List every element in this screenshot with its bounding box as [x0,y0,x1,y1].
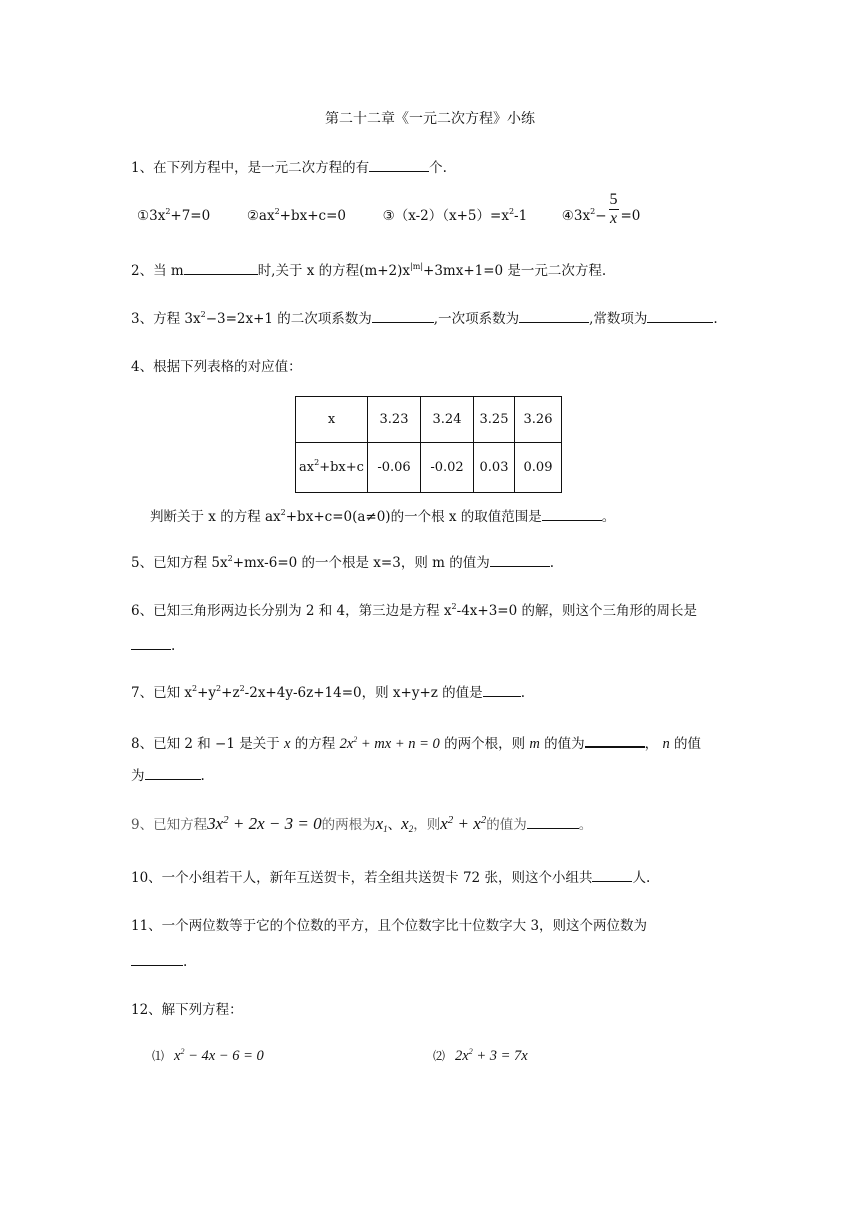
question-12: 12、解下列方程： [131,1002,243,1018]
question-7: 7、已知 $x^2+y^2+z^2-2x+4y-6z+14=0$，则 x+y+z 的值是 . [131,684,525,701]
question-3: 3、方程 $3x^2-3=2x+1$ 的二次项系数为 ,一次项系数为 ,常数项为 . [131,310,718,327]
answer-blank [490,553,550,567]
table-row: x 3.23 3.24 3.25 3.26 [296,397,562,443]
question-6: 6、已知三角形两边长分别为 2 和 4，第三边是方程 $x^2-4x+3=0$ 的解，则这个三角形的周长是 [131,602,697,619]
answer-blank [542,507,602,521]
question-5: 5、已知方程 $5x^2+mx-6=0$ 的一个根是 x=3，则 m 的值为 . [131,554,555,571]
answer-blank [184,261,258,275]
answer-blank [131,952,183,966]
answer-blank [369,158,429,172]
equation: $x^2 - 4x - 6 = 0$ [174,1047,264,1064]
question-8-cont: 为 . [131,768,205,784]
answer-blank [527,815,579,829]
question-1-options [137,191,641,228]
option-2: $②ax^2+bx+c=0$ [246,207,347,224]
question-6-cont: . [131,636,175,655]
answer-blank [145,766,201,780]
question-10: 10、一个小组若干人，新年互送贺卡，若全组共送贺卡 72 张，则这个小组共 人. [131,870,651,886]
equation: $2x^2$ + mx + n = 0 [339,735,440,752]
value-table [295,396,562,493]
question-4: 4、根据下列表格的对应值： [131,359,302,375]
root-x1: $x_1$ [375,814,388,834]
answer-blank [131,636,171,650]
option-1: $①3x^2+7=0$ [137,207,211,224]
answer-blank [592,868,632,882]
equation: $2x^2 + 3 = 7x$ [455,1047,528,1064]
problem-2: ⑵ $2x^2 + 3 = 7x$ [433,1047,528,1064]
question-2: 2、当 m 时,关于 x 的方程$(m+2)x^{|m|}+3mx+1=0$ 是一元二次方程. [131,262,607,279]
answer-blank [519,309,589,323]
problem-1: ⑴ $x^2 - 4x - 6 = 0$ [152,1047,264,1064]
question-11-cont: . [131,952,187,971]
answer-blank [585,733,645,748]
equation: $3x^2 + 2x - 3 = 0$ [207,814,322,833]
option-3: $③(x-2)(x+5)=x^2-1$ [382,207,528,224]
table-cell: $ax^2+bx+c$ [296,443,368,493]
sum-of-squares: $x^2 + x^2$ [440,814,487,833]
table-row: $ax^2+bx+c$ -0.06 -0.02 0.03 0.09 [296,443,562,493]
question-8: 8、已知 2 和 −1 是关于 x 的方程 $2x^2$ + mx + n = 0 的两个根，则 m 的值为 ， n 的值 [131,735,701,752]
question-11: 11、一个两位数等于它的个位数的平方，且个位数字比十位数字大 3，则这个两位数为 [131,918,648,934]
question-1: 1、在下列方程中，是一元二次方程的有 个. [131,160,447,176]
question-4-judge: 判断关于 x 的方程 $ax^2+bx+c=0(a\ne 0)$的一个根 x 的取值范围是 。 [150,508,616,525]
question-9: 9、已知方程$3x^2 + 2x - 3 = 0$的两根为$x_1$、$x_2$，则$x^2 + x^2$的值为 。 [131,814,593,834]
answer-blank [647,309,713,323]
answer-blank [483,683,521,697]
option-4: $④3x^2-$ $\frac{5}{x}$ =0 [561,191,641,227]
page-title: 第二十二章《一元二次方程》小练 [325,111,535,127]
fraction: $\frac{5}{x}$ [609,191,618,227]
root-x2: $x_2$ [401,814,414,834]
answer-blank [372,309,434,323]
